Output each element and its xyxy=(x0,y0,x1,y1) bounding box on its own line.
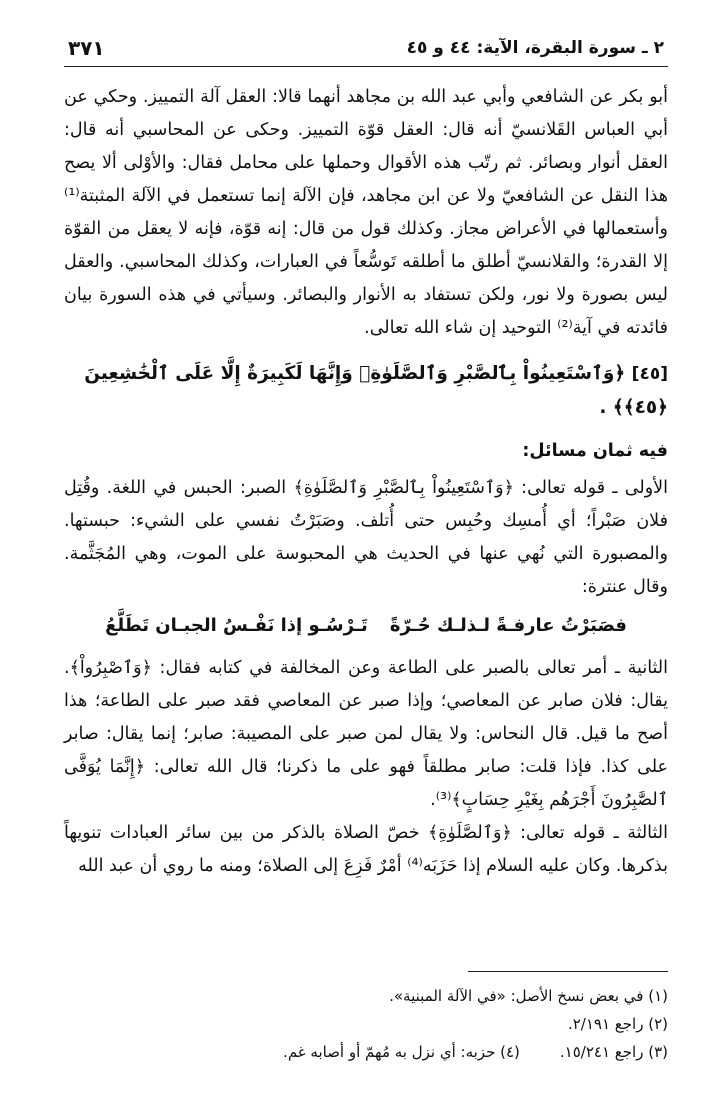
paragraph-first-issue: الأولى ـ قوله تعالى: ﴿وَٱسْتَعِينُواْ بِٱلصَّبْرِ وَٱلصَّلَوٰةِ﴾ الصبر: الحبس في اللغة. وقُتِل فلان صَبْراً؛ أي أُمسِك وحُبِس حتى أُتلف. وصَبَرْتُ نفسي على الشيء: حبستها. والمصبورة التي نُهي عنها في الحديث هي المحبوسة على الموت، وهي المُجَثَّمة. وقال عنترة: xyxy=(64,478,668,597)
page-number: ٣٧١ xyxy=(68,36,105,60)
footnote-divider xyxy=(468,971,668,972)
issues-count-heading: فيه ثمان مسائل: xyxy=(522,441,668,461)
footnote-1: (١) في بعض نسخ الأصل: «في الآلة المبنية». xyxy=(389,987,668,1005)
ayah-number: [٤٥] xyxy=(631,364,668,384)
paragraph-intellect: أبو بكر عن الشافعي وأبي عبد الله بن مجاهد أنهما قالا: العقل آلة التمييز. وحكي عن أبي العباس القَلانسيّ أنه قال: العقل قوّة التمييز. وحكى عن المحاسبي أنه قال: العقل أنوار وبصائر. ثم رتّب هذه الأقوال وحملها على محامل فقال: والأوْلى ألا يصح هذا النقل عن الشافعيّ ولا عن ابن مجاهد، فإن الآلة إنما تستعمل في الآلة المثبتة⁽¹⁾ وأستعمالها في الأعراض مجاز. وكذلك قول من قال: إنه قوّة، فإنه لا يعقل من القوّة إلا القدرة؛ والقلانسيّ أطلق ما أطلقه تَوسُّعاً في العبارات، وكذلك المحاسبي. والعقل ليس بصورة ولا نور، ولكن تستفاد به الأنوار والبصائر. وسيأتي في هذه السورة بيان فائدته في آية⁽²⁾ التوحيد إن شاء الله تعالى. xyxy=(64,87,668,338)
main-text xyxy=(64,81,668,883)
ayah-text: ﴿وَٱسْتَعِينُواْ بِٱلصَّبْرِ وَٱلصَّلَوٰةِۚ وَإِنَّهَا لَكَبِيرَةٌ إِلَّا عَلَى ٱلْخَٰشِعِينَ ﴿٤٥﴾﴾ . xyxy=(84,363,668,418)
footnote-3: (٣) راجع ١٥/٢٤١. xyxy=(559,1043,668,1061)
chapter-title: ٢ ـ سورة البقرة، الآية: ٤٤ و ٤٥ xyxy=(406,38,664,58)
paragraph-third-issue: الثالثة ـ قوله تعالى: ﴿وَٱلصَّلَوٰةِ﴾ خصّ الصلاة بالذكر من بين سائر العبادات تنويهاً بذكرها. وكان عليه السلام إذا حَزَبَه⁽⁴⁾ أمْرٌ فَزِعَ إلى الصلاة؛ ومنه ما روي أن عبد الله xyxy=(64,823,668,876)
footnotes xyxy=(64,982,668,1066)
footnote-2: (٢) راجع ٢/١٩١. xyxy=(567,1015,668,1033)
poetry-verse xyxy=(94,606,638,646)
running-header xyxy=(64,30,668,67)
footnote-row xyxy=(64,1038,668,1066)
paragraph-second-issue: الثانية ـ أمر تعالى بالصبر على الطاعة وعن المخالفة في كتابه فقال: ﴿وَٱصْبِرُواْ﴾. يقال: فلان صابر عن المعاصي؛ وإذا صبر عن المعاصي فقد صبر على الطاعة؛ هذا أصح ما قيل. قال النحاس: ولا يقال لمن صبر على المصيبة: صابر؛ إنما يقال: صابر على كذا. فإذا قلت: صابر مطلقاً فهو على ما ذكرنا؛ قال الله تعالى: ﴿إِنَّمَا يُوَفَّى ٱلصَّٰبِرُونَ أَجْرَهُم بِغَيْرِ حِسَابٍ﴾⁽³⁾. xyxy=(64,658,668,810)
verse-second-hemistich: تَـرْسُـو إذا نَفْـسُ الجبـان تَطَلَّعُ xyxy=(105,615,368,636)
footnote-4: (٤) حزبه: أي نزل به مُهمّ أو أصابه غم. xyxy=(283,1043,520,1061)
verse-first-hemistich: فصَبَرْتُ عارفـةً لـذلـك حُـرّةً xyxy=(389,615,627,636)
book-page xyxy=(64,30,668,1090)
ayah-heading xyxy=(64,357,668,425)
